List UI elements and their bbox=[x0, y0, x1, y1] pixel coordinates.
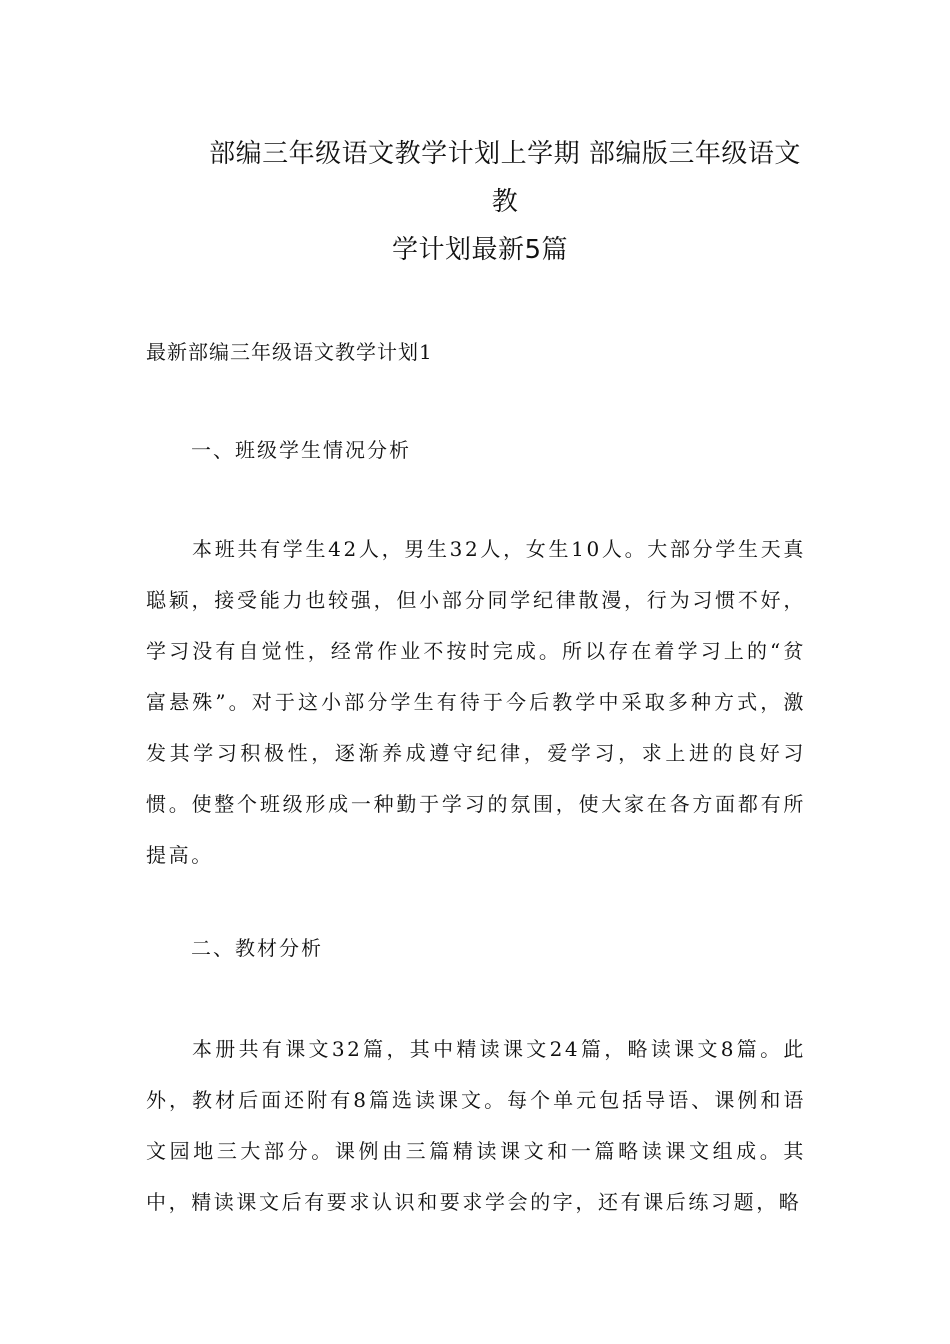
section-subtitle: 最新部编三年级语文教学计划1 bbox=[146, 340, 433, 364]
title-line-2: 学计划最新5篇 bbox=[391, 235, 569, 265]
title-line-1: 部编三年级语文教学计划上学期 部编版三年级语文教 bbox=[209, 139, 801, 217]
paragraph-class-analysis: 本班共有学生42人，男生32人，女生10人。大部分学生天真聪颖，接受能力也较强，但小部分同学纪律散漫，行为习惯不好，学习没有自觉性，经常作业不按时完成。所以存在着学习上的“贫富悬殊”。对于这小部分学生有待于今后教学中采取多种方式，激发其学习积极性，逐渐养成遵守纪律，爱学习，求上进的良好习惯。使整个班级形成一种勤于学习的氛围，使大家在各方面都有所提高。 bbox=[146, 537, 806, 867]
paragraph-textbook-analysis: 本册共有课文32篇，其中精读课文24篇，略读课文8篇。此外，教材后面还附有8篇选读课文。每个单元包括导语、课例和语文园地三大部分。课例由三篇精读课文和一篇略读课文组成。其中，精读课文后有要求认识和要求学会的字，还有课后练习题，略 bbox=[146, 1037, 806, 1214]
heading-class-analysis: 一、班级学生情况分析 bbox=[191, 438, 411, 462]
document-title bbox=[150, 130, 810, 274]
heading-textbook-analysis: 二、教材分析 bbox=[191, 936, 323, 960]
